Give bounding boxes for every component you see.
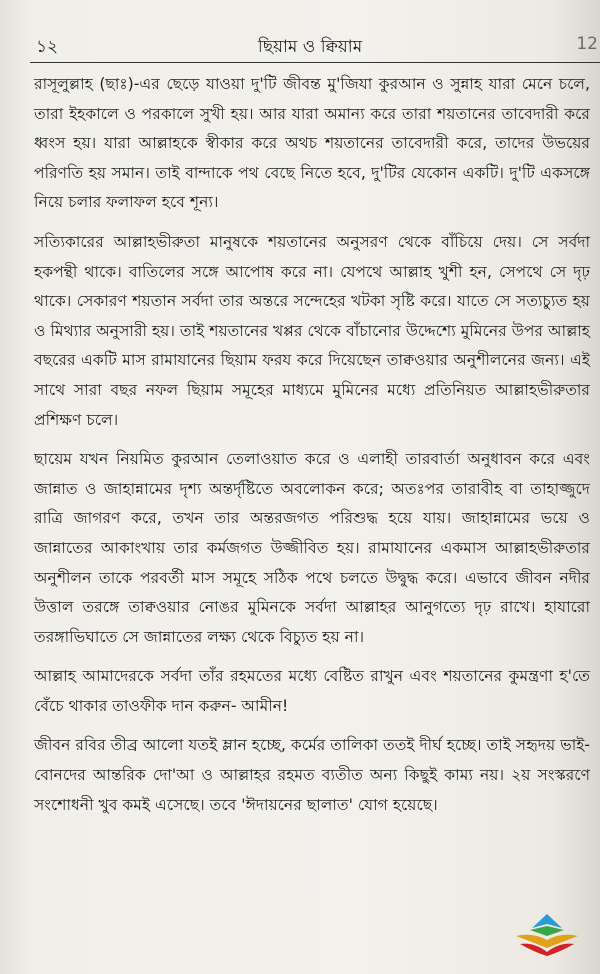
header-rule [30,62,600,63]
page-number: ১২ [36,37,59,57]
page-number-right: 12 [576,34,598,54]
running-title: ছিয়াম ও ক্বিয়াম [257,37,363,57]
publisher-logo-icon [512,912,582,956]
paragraph-1: রাসূলুল্লাহ (ছাঃ)-এর ছেড়ে যাওয়া দু'টি জীবন্ত মু'জিযা কুরআন ও সুন্নাহ যারা মেনে চলে, তারা ইহকালে ও পরকালে সুখী হয়। আর যারা অমান্য করে তারা শয়তানের তাবেদারী করে ধ্বংস হয়। যারা আল্লাহকে স্বীকার করে অথচ শয়তানের তাবেদারী করে, তাদের উভয়ের পরিণতি হয় সমান। তাই বান্দাকে পথ বেছে নিতে হবে, দু'টির যেকোন একটি। দু'টি একসঙ্গে নিয়ে চলার ফলাফল হবে শূন্য। [34,75,590,212]
page-body [34,70,590,830]
paragraph-2: সত্যিকারের আল্লাহভীরুতা মানুষকে শয়তানের অনুসরণ থেকে বাঁচিয়ে দেয়। সে সর্বদা হকপন্থী থাকে। বাতিলের সঙ্গে আপোষ করে না। যেপথে আল্লাহ খুশী হন, সেপথে সে দৃঢ় থাকে। সেকারণ শয়তান সর্বদা তার অন্তরে সন্দেহের খটকা সৃষ্টি করে। যাতে সে সত্যচ্যুত হয় ও মিথ্যার অনুসারী হয়। তাই শয়তানের খপ্পর থেকে বাঁচানোর উদ্দেশ্যে মুমিনের উপর আল্লাহ বছরের একটি মাস রামাযানের ছিয়াম ফরয করে দিয়েছেন তাক্বওয়ার অনুশীলনের জন্য। এই সাথে সারা বছর নফল ছিয়াম সমূহের মাধ্যমে মুমিনের মধ্যে প্রতিনিয়ত আল্লাহভীরুতার প্রশিক্ষণ চলে। [34,232,590,429]
paragraph-3: ছায়েম যখন নিয়মিত কুরআন তেলাওয়াত করে ও এলাহী তারবার্তা অনুধাবন করে এবং জান্নাত ও জাহান্নামের দৃশ্য অন্তর্দৃষ্টিতে অবলোকন করে; অতঃপর তারাবীহ বা তাহাজ্জুদে রাত্রি জাগরণ করে, তখন তার অন্তরজগত পরিশুদ্ধ হয়ে যায়। জাহান্নামের ভয়ে ও জান্নাতের আকাংখায় তার কর্মজগত উজ্জীবিত হয়। রামাযানের একমাস আল্লাহভীরুতার অনুশীলন তাকে পরবর্তী মাস সমূহে সঠিক পথে চলতে উদ্বুদ্ধ করে। এভাবে জীবন নদীর উত্তাল তরঙ্গে তাক্বওয়ার নোঙর মুমিনকে সর্বদা আল্লাহর আনুগত্যে দৃঢ় রাখে। হাযারো তরঙ্গাভিঘাতে সে জান্নাতের লক্ষ্য থেকে বিচ্যুত হয় না। [34,450,590,646]
paragraph-5: জীবন রবির তীব্র আলো যতই ম্লান হচ্ছে, কর্মের তালিকা ততই দীর্ঘ হচ্ছে। তাই সহৃদয় ভাই-বোনদের আন্তরিক দো'আ ও আল্লাহর রহমত ব্যতীত অন্য কিছুই কাম্য নয়। ২য় সংস্করণে সংশোধনী খুব কমই এসেছে। তবে 'ঈদায়নের ছালাত' যোগ হয়েছে। [34,736,590,814]
paragraph-4: আল্লাহ আমাদেরকে সর্বদা তাঁর রহমতের মধ্যে বেষ্টিত রাখুন এবং শয়তানের কুমন্ত্রণা হ'তে বেঁচে থাকার তাওফীক দান করুন- আমীন! [34,667,590,715]
page-header [30,34,598,62]
